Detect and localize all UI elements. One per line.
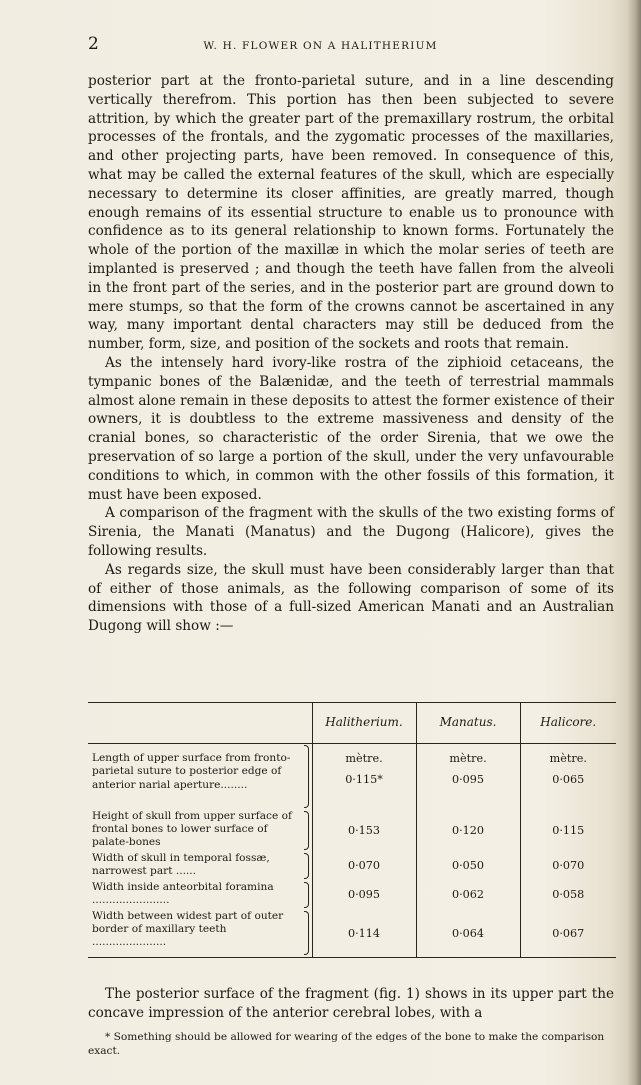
row-label bbox=[88, 910, 312, 958]
table-header-blank bbox=[88, 703, 312, 744]
cell-value: 0·095 bbox=[451, 773, 485, 787]
paragraph-3: A comparison of the fragment with the skulls of the two existing forms of Sirenia, the Manati (Manatus) and the Dugong (Halicore), gives the following results. bbox=[88, 505, 614, 559]
table-row bbox=[88, 744, 616, 810]
table-row bbox=[88, 810, 616, 852]
cell-value: 0·050 bbox=[416, 852, 520, 881]
table-cell bbox=[312, 744, 416, 810]
cell-value: 0·115 bbox=[520, 810, 616, 852]
cell-value: 0·070 bbox=[520, 852, 616, 881]
row-label-text: Height of skull from upper surface of frontal bones to lower surface of palate-bones bbox=[92, 809, 292, 849]
page-number: 2 bbox=[88, 34, 99, 54]
cell-value: 0·058 bbox=[520, 881, 616, 910]
unit-label: mètre. bbox=[549, 752, 587, 765]
cell-value: 0·153 bbox=[312, 810, 416, 852]
body-text bbox=[88, 72, 614, 636]
table-cell bbox=[416, 744, 520, 810]
cell-value: 0·064 bbox=[416, 910, 520, 958]
brace-mark bbox=[304, 911, 309, 956]
column-header-halicore: Halicore. bbox=[520, 703, 616, 744]
cell-value: 0·120 bbox=[416, 810, 520, 852]
row-label bbox=[88, 744, 312, 810]
footnote: * Something should be allowed for wearing of the edges of the bone to make the comparison exact. bbox=[88, 1031, 605, 1057]
cell-value: 0·065 bbox=[552, 773, 585, 787]
brace-mark bbox=[304, 745, 309, 808]
row-label bbox=[88, 810, 312, 852]
cell-value: 0·070 bbox=[312, 852, 416, 881]
cell-value: 0·095 bbox=[312, 881, 416, 910]
paragraph-4: As regards size, the skull must have been considerably larger than that of either of those animals, as the following comparison of some of its dimensions with those of a full-sized American Manati and an Australian Dugong will show :— bbox=[88, 561, 614, 635]
row-label bbox=[88, 881, 312, 910]
brace-mark bbox=[304, 811, 309, 850]
running-head: W. H. FLOWER ON A HALITHERIUM bbox=[203, 40, 438, 52]
cell-value: 0·062 bbox=[416, 881, 520, 910]
table-row bbox=[88, 852, 616, 881]
table-row bbox=[88, 881, 616, 910]
row-label-text: Width between widest part of outer border of maxillary teeth ...................... bbox=[92, 909, 284, 949]
unit-label: mètre. bbox=[345, 752, 383, 765]
paragraph-2: As the intensely hard ivory-like rostra of the ziphioid cetaceans, the tympanic bones of the Balænidæ, and the teeth of terrestrial mammals almost alone remain in these deposits to attest the former existence of their owners, it is doubtless to the extreme massiveness and density of the cranial bones, so characteristic of the order Sirenia, that we owe the preservation of so large a portion of the skull, under the very unfavourable conditions to which, in common with the other fossils of this formation, it must have been exposed. bbox=[88, 354, 614, 503]
brace-mark bbox=[304, 853, 309, 879]
table-header-row bbox=[88, 703, 616, 744]
row-label-text: Length of upper surface from fronto-parietal suture to posterior edge of anterior narial aperture........ bbox=[92, 752, 291, 791]
row-label-text: Width inside anteorbital foramina ....................... bbox=[92, 880, 274, 906]
column-header-halitherium: Halitherium. bbox=[312, 703, 416, 744]
column-header-manatus: Manatus. bbox=[416, 703, 520, 744]
cell-value: 0·067 bbox=[520, 910, 616, 958]
brace-mark bbox=[304, 882, 309, 908]
paragraph-1: posterior part at the fronto-parietal suture, and in a line descending vertically therefrom. This portion has then been subjected to severe attrition, by which the greater part of the premaxillary rostrum, the orbital processes of the frontals, and the zygomatic processes of the maxillaries, and other projecting parts, have been removed. In consequence of this, what may be called the external features of the skull, which are especially necessary to determine its closer affinities, are greatly marred, though enough remains of its essential structure to enable us to pronounce with confidence as to its general relationship to known forms. Fortunately the whole of the portion of the maxillæ in which the molar series of teeth are implanted is preserved ; and though the teeth have fallen from the alveoli in the front part of the series, and in the posterior part are ground down to mere stumps, so that the form of the crowns cannot be ascertained in any way, many important dental characters may still be deduced from the number, form, size, and position of the sockets and roots that remain. bbox=[88, 73, 614, 353]
closing-paragraph: The posterior surface of the fragment (fig. 1) shows in its upper part the concave impression of the anterior cerebral lobes, with a bbox=[88, 986, 614, 1021]
row-label-text: Width of skull in temporal fossæ, narrowest part ...... bbox=[92, 851, 270, 877]
table-cell bbox=[520, 744, 616, 810]
cell-value: 0·115* bbox=[345, 773, 383, 787]
table-row bbox=[88, 910, 616, 958]
comparison-table bbox=[88, 702, 616, 958]
page-edge-shadow bbox=[627, 0, 641, 1085]
row-label bbox=[88, 852, 312, 881]
cell-value: 0·114 bbox=[312, 910, 416, 958]
unit-label: mètre. bbox=[449, 752, 487, 765]
